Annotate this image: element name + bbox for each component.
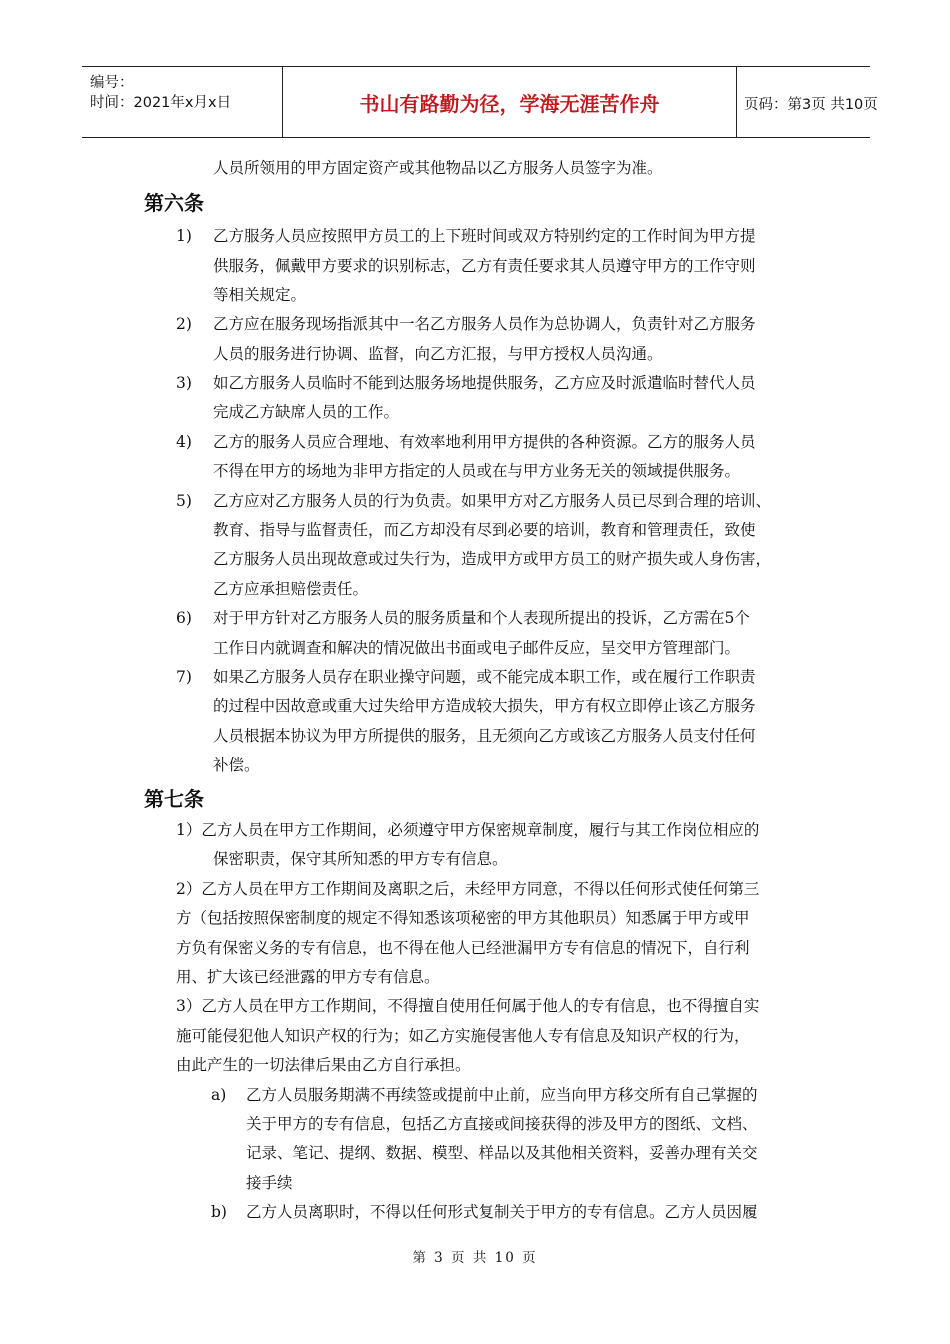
page-header [82,66,878,138]
item-line: 乙方应对乙方服务人员的行为负责。如果甲方对乙方服务人员已尽到合理的培训、 [213,492,772,510]
paragraph-line: 3）乙方人员在甲方工作期间，不得擅自使用任何属于他人的专有信息，也不得擅自实 [176,997,760,1015]
sub-item-line: 接手续 [246,1174,293,1192]
paragraph-line: 方（包括按照保密制度的规定不得知悉该项秘密的甲方其他职员）知悉属于甲方或甲 [176,909,750,927]
item-number: 2) [176,315,192,333]
item-line: 乙方服务人员应按照甲方员工的上下班时间或双方特别约定的工作时间为甲方提 [213,227,756,245]
article7-title: 第七条 [144,787,204,811]
paragraph-line: 1）乙方人员在甲方工作期间，必须遵守甲方保密规章制度，履行与其工作岗位相应的 [176,821,760,839]
item-line: 工作日内就调查和解决的情况做出书面或电子邮件反应，呈交甲方管理部门。 [213,639,741,657]
item-line: 对于甲方针对乙方服务人员的服务质量和个人表现所提出的投诉，乙方需在5个 [213,609,750,627]
item-line: 如果乙方服务人员存在职业操守问题，或不能完成本职工作，或在履行工作职责 [213,668,756,686]
item-line: 教育、指导与监督责任，而乙方却没有尽到必要的培训，教育和管理责任，致使 [213,521,756,539]
page-info: 页码：第3页 共10页 [744,97,878,113]
header-page-cell [736,67,878,137]
item-line: 供服务，佩戴甲方要求的识别标志，乙方有责任要求其人员遵守甲方的工作守则 [213,257,756,275]
item-number: 5) [176,492,192,510]
intro-line: 人员所领用的甲方固定资产或其他物品以乙方服务人员签字为准。 [213,159,663,177]
article6-title: 第六条 [144,191,204,215]
item-number: 3) [176,374,192,392]
paragraph-line: 方负有保密义务的专有信息，也不得在他人已经泄漏甲方专有信息的情况下，自行利 [176,939,750,957]
sub-item-line: 乙方人员服务期满不再续签或提前中止前，应当向甲方移交所有自己掌握的 [246,1086,758,1104]
time-label: 时间：2021年x月x日 [90,95,232,111]
paragraph-line: 2）乙方人员在甲方工作期间及离职之后，未经甲方同意，不得以任何形式使任何第三 [176,880,760,898]
paragraph-line: 用、扩大该已经泄露的甲方专有信息。 [176,968,440,986]
item-line: 补偿。 [213,756,260,774]
header-motto-cell [282,67,737,137]
item-number: 7) [176,668,192,686]
item-line: 乙方的服务人员应合理地、有效率地利用甲方提供的各种资源。乙方的服务人员 [213,433,756,451]
item-line: 人员根据本协议为甲方所提供的服务，且无须向乙方或该乙方服务人员支付任何 [213,727,756,745]
item-line: 人员的服务进行协调、监督，向乙方汇报，与甲方授权人员沟通。 [213,345,663,363]
serial-label: 编号： [90,75,134,91]
sub-item-line: 乙方人员离职时，不得以任何形式复制关于甲方的专有信息。乙方人员因履 [246,1203,758,1221]
paragraph-line: 保密职责，保守其所知悉的甲方专有信息。 [213,850,508,868]
page-footer: 第 3 页 共 10 页 [412,1250,538,1266]
item-line: 乙方应承担赔偿责任。 [213,580,369,598]
item-line: 等相关规定。 [213,286,307,304]
sub-item-letter: b) [211,1203,227,1221]
item-line: 不得在甲方的场地为非甲方指定的人员或在与甲方业务无关的领域提供服务。 [213,462,741,480]
paragraph-line: 由此产生的一切法律后果由乙方自行承担。 [176,1056,471,1074]
item-number: 1) [176,227,192,245]
item-line: 完成乙方缺席人员的工作。 [213,403,400,421]
item-line: 乙方服务人员出现故意或过失行为，造成甲方或甲方员工的财产损失或人身伤害， [213,550,772,568]
sub-item-line: 记录、笔记、提纲、数据、模型、样品以及其他相关资料，妥善办理有关交 [246,1144,758,1162]
sub-item-letter: a) [211,1086,227,1104]
paragraph-line: 施可能侵犯他人知识产权的行为；如乙方实施侵害他人专有信息及知识产权的行为， [176,1027,750,1045]
item-line: 如乙方服务人员临时不能到达服务场地提供服务，乙方应及时派遣临时替代人员 [213,374,756,392]
item-number: 6) [176,609,192,627]
sub-item-line: 关于甲方的专有信息，包括乙方直接或间接获得的涉及甲方的图纸、文档、 [246,1115,758,1133]
item-line: 乙方应在服务现场指派其中一名乙方服务人员作为总协调人，负责针对乙方服务 [213,315,756,333]
item-line: 的过程中因故意或重大过失给甲方造成较大损失，甲方有权立即停止该乙方服务 [213,697,756,715]
header-meta [82,67,282,137]
item-number: 4) [176,433,192,451]
motto: 书山有路勤为径，学海无涯苦作舟 [359,92,660,116]
